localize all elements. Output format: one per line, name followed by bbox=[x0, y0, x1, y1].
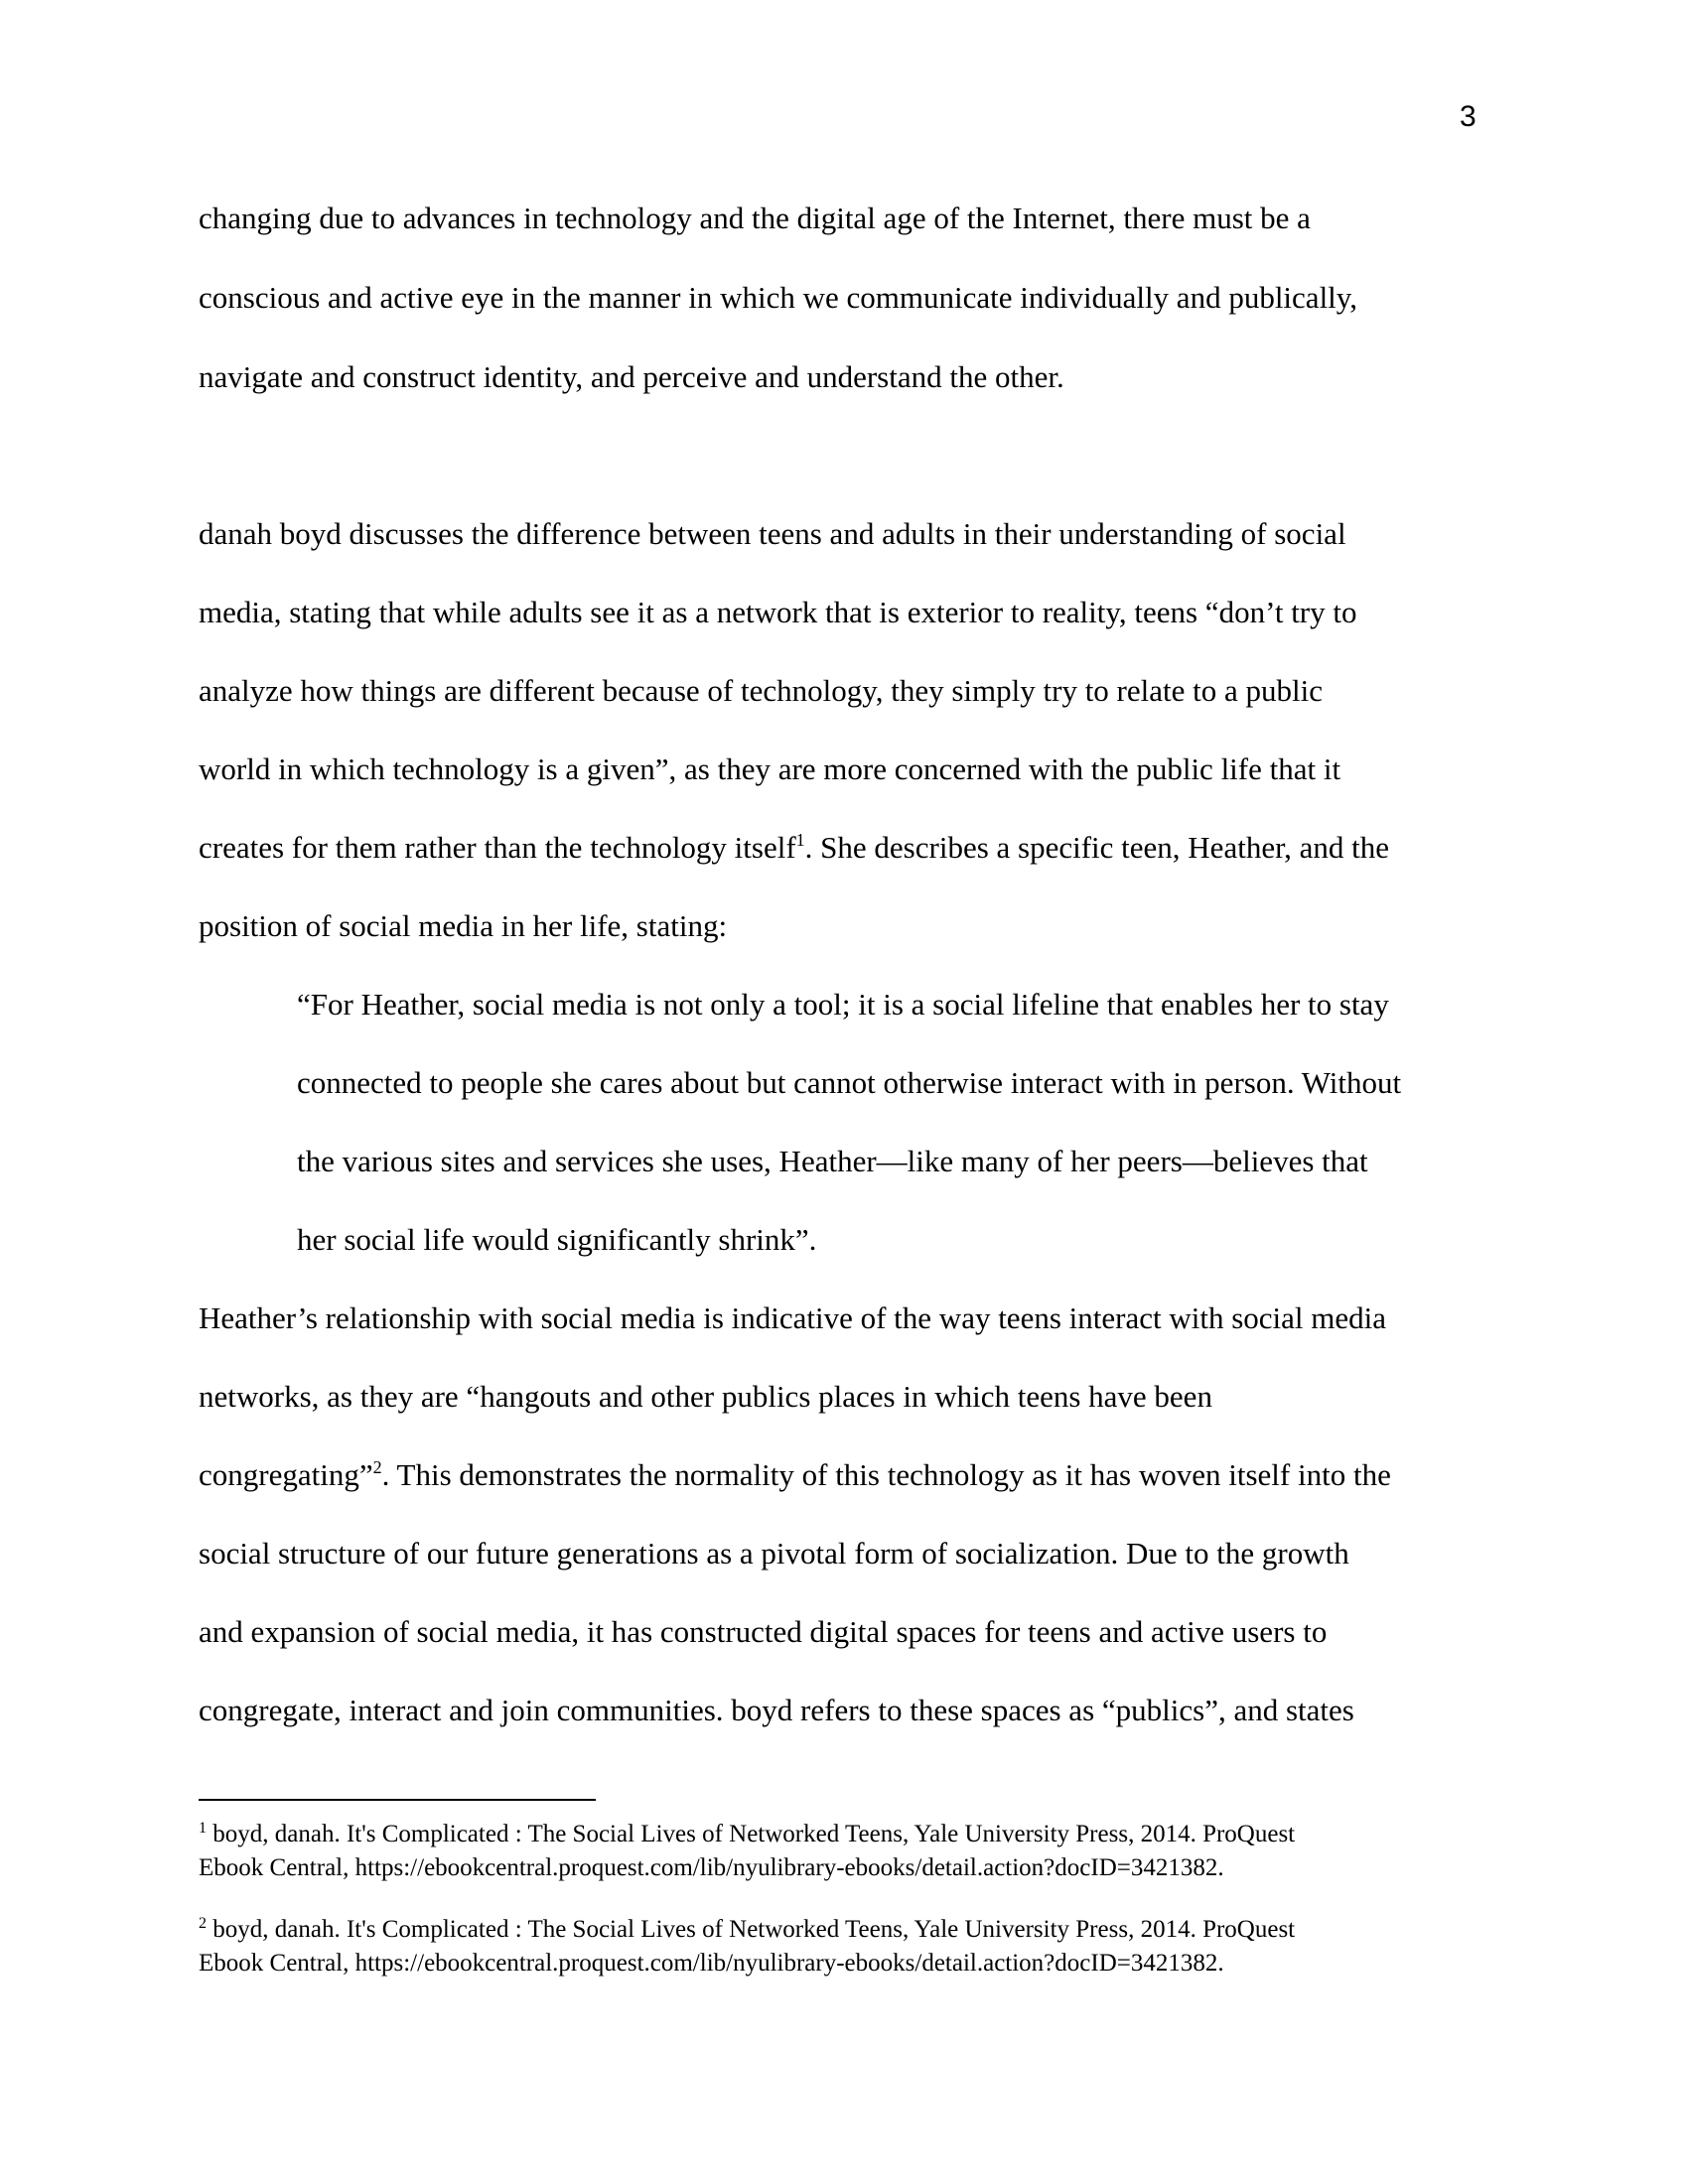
footnote-reference[interactable]: 1 bbox=[795, 830, 805, 850]
footnote-marker: 1 bbox=[199, 1820, 207, 1837]
body-line: Heather’s relationship with social media is indicative of the way teens interact with social media bbox=[199, 1300, 1386, 1335]
footnote-marker: 2 bbox=[199, 1915, 207, 1932]
footnote-1-line-2[interactable]: Ebook Central, https://ebookcentral.proquest.com/lib/nyulibrary-ebooks/detail.action?docID=3421382. bbox=[199, 1854, 1224, 1881]
block-quote-line: her social life would significantly shrink”. bbox=[297, 1222, 817, 1257]
footnote-2 bbox=[199, 1914, 1295, 1946]
block-quote-line: “For Heather, social media is not only a tool; it is a social lifeline that enables her to stay bbox=[297, 987, 1389, 1022]
body-line: navigate and construct identity, and perceive and understand the other. bbox=[199, 359, 1064, 394]
body-text: . This demonstrates the normality of this technology as it has woven itself into the bbox=[381, 1457, 1391, 1492]
body-line: congregate, interact and join communities. boyd refers to these spaces as “publics”, and states bbox=[199, 1693, 1354, 1727]
body-line: changing due to advances in technology and the digital age of the Internet, there must be a bbox=[199, 201, 1311, 235]
body-line: danah boyd discusses the difference between teens and adults in their understanding of social bbox=[199, 516, 1346, 551]
page-number: 3 bbox=[1460, 100, 1477, 133]
body-line: networks, as they are “hangouts and other publics places in which teens have been bbox=[199, 1379, 1212, 1414]
body-line: position of social media in her life, stating: bbox=[199, 908, 728, 943]
body-line bbox=[199, 828, 1389, 868]
footnote-reference[interactable]: 2 bbox=[372, 1457, 382, 1477]
body-line: media, stating that while adults see it as a network that is exterior to reality, teens “don’t try to bbox=[199, 595, 1357, 629]
body-line: and expansion of social media, it has constructed digital spaces for teens and active users to bbox=[199, 1614, 1328, 1649]
block-quote-line: the various sites and services she uses, Heather—like many of her peers—believes that bbox=[297, 1144, 1368, 1178]
footnote-text: boyd, danah. It's Complicated : The Social Lives of Networked Teens, Yale University Press, 2014. ProQuest bbox=[207, 1821, 1296, 1847]
block-quote-line: connected to people she cares about but cannot otherwise interact with in person. Without bbox=[297, 1065, 1402, 1100]
footnote-text: boyd, danah. It's Complicated : The Social Lives of Networked Teens, Yale University Press, 2014. ProQuest bbox=[207, 1916, 1296, 1943]
body-line: world in which technology is a given”, as they are more concerned with the public life that it bbox=[199, 751, 1341, 786]
footnote-1 bbox=[199, 1819, 1295, 1850]
footnote-2-line-2[interactable]: Ebook Central, https://ebookcentral.proquest.com/lib/nyulibrary-ebooks/detail.action?docID=3421382. bbox=[199, 1950, 1224, 1977]
body-line bbox=[199, 1455, 1391, 1495]
body-line: analyze how things are different because of technology, they simply try to relate to a public bbox=[199, 673, 1323, 708]
body-line: conscious and active eye in the manner in which we communicate individually and publically, bbox=[199, 280, 1358, 315]
body-text: creates for them rather than the technology itself bbox=[199, 830, 796, 865]
body-text: . She describes a specific teen, Heather, and the bbox=[804, 830, 1390, 865]
body-line: social structure of our future generations as a pivotal form of socialization. Due to the growth bbox=[199, 1536, 1349, 1570]
body-text: congregating” bbox=[199, 1457, 373, 1492]
footnote-separator bbox=[199, 1799, 596, 1801]
